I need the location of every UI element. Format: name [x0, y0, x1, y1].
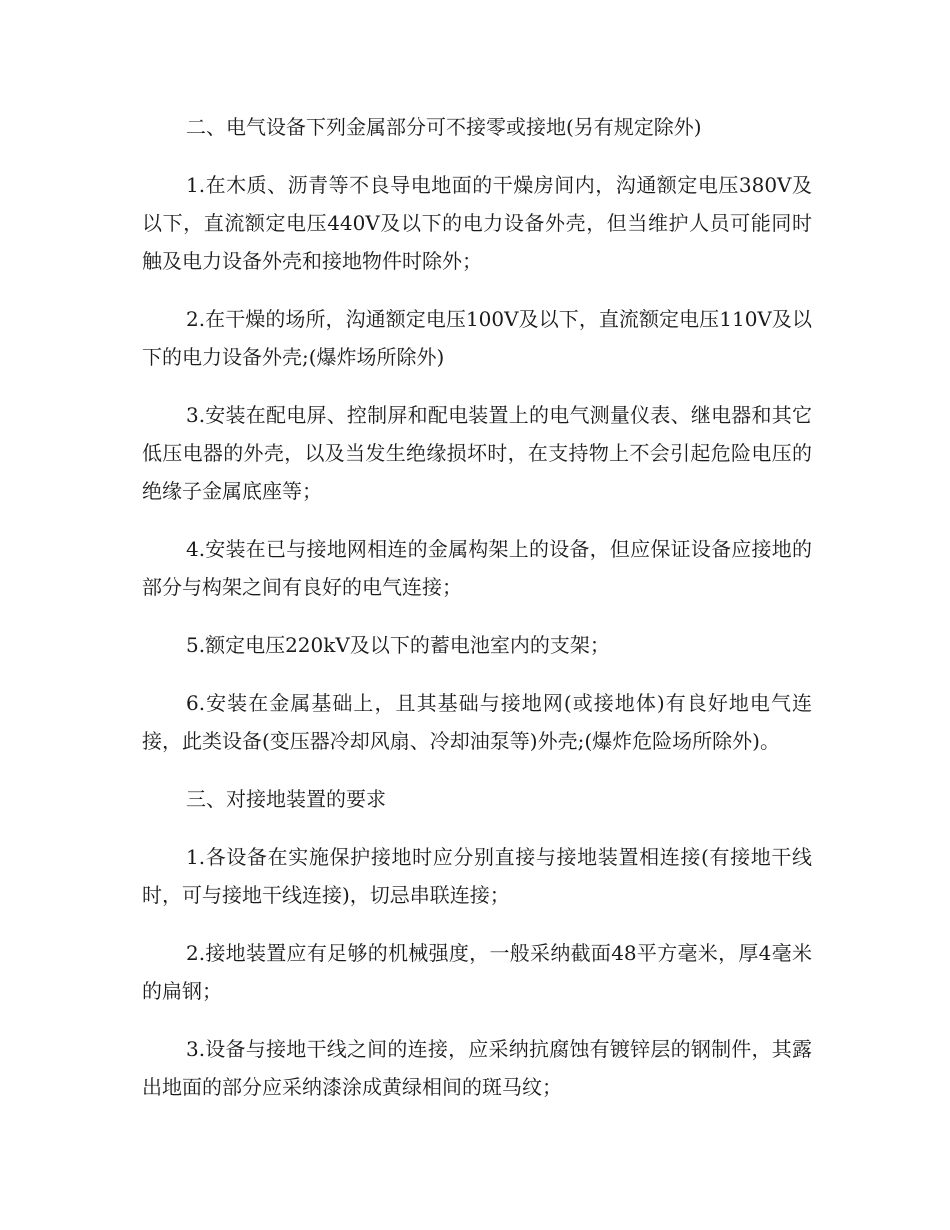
- section-2-item-2: 2.在干燥的场所，沟通额定电压100V及以下，直流额定电压110V及以下的电力设备外壳;(爆炸场所除外): [142, 307, 812, 369]
- section-2-item-1: 1.在木质、沥青等不良导电地面的干燥房间内，沟通额定电压380V及以下，直流额定电压440V及以下的电力设备外壳，但当维护人员可能同时触及电力设备外壳和接地物件时除外；: [142, 173, 812, 273]
- section-2-item-3: 3.安装在配电屏、控制屏和配电装置上的电气测量仪表、继电器和其它低压电器的外壳，以及当发生绝缘损坏时，在支持物上不会引起危险电压的绝缘子金属底座等；: [142, 403, 812, 503]
- section-2-heading: 二、电气设备下列金属部分可不接零或接地(另有规定除外): [186, 115, 702, 139]
- section-3-heading: 三、对接地装置的要求: [186, 787, 386, 811]
- section-2-item-5: 5.额定电压220kV及以下的蓄电池室内的支架；: [186, 633, 610, 657]
- section-2-item-6: 6.安装在金属基础上，且其基础与接地网(或接地体)有良好地电气连接，此类设备(变压器冷却风扇、冷却油泵等)外壳;(爆炸危险场所除外)。: [142, 691, 812, 753]
- document-body: [142, 108, 812, 1126]
- section-3-item-1: 1.各设备在实施保护接地时应分别直接与接地装置相连接(有接地干线时，可与接地干线连接)，切忌串联连接；: [142, 845, 812, 907]
- section-2-item-4: 4.安装在已与接地网相连的金属构架上的设备，但应保证设备应接地的部分与构架之间有良好的电气连接；: [142, 537, 812, 599]
- section-3-item-3: 3.设备与接地干线之间的连接，应采纳抗腐蚀有镀锌层的钢制件，其露出地面的部分应采纳漆涂成黄绿相间的斑马纹；: [142, 1037, 812, 1099]
- section-3-item-2: 2.接地装置应有足够的机械强度，一般采纳截面48平方毫米，厚4毫米的扁钢；: [142, 941, 812, 1003]
